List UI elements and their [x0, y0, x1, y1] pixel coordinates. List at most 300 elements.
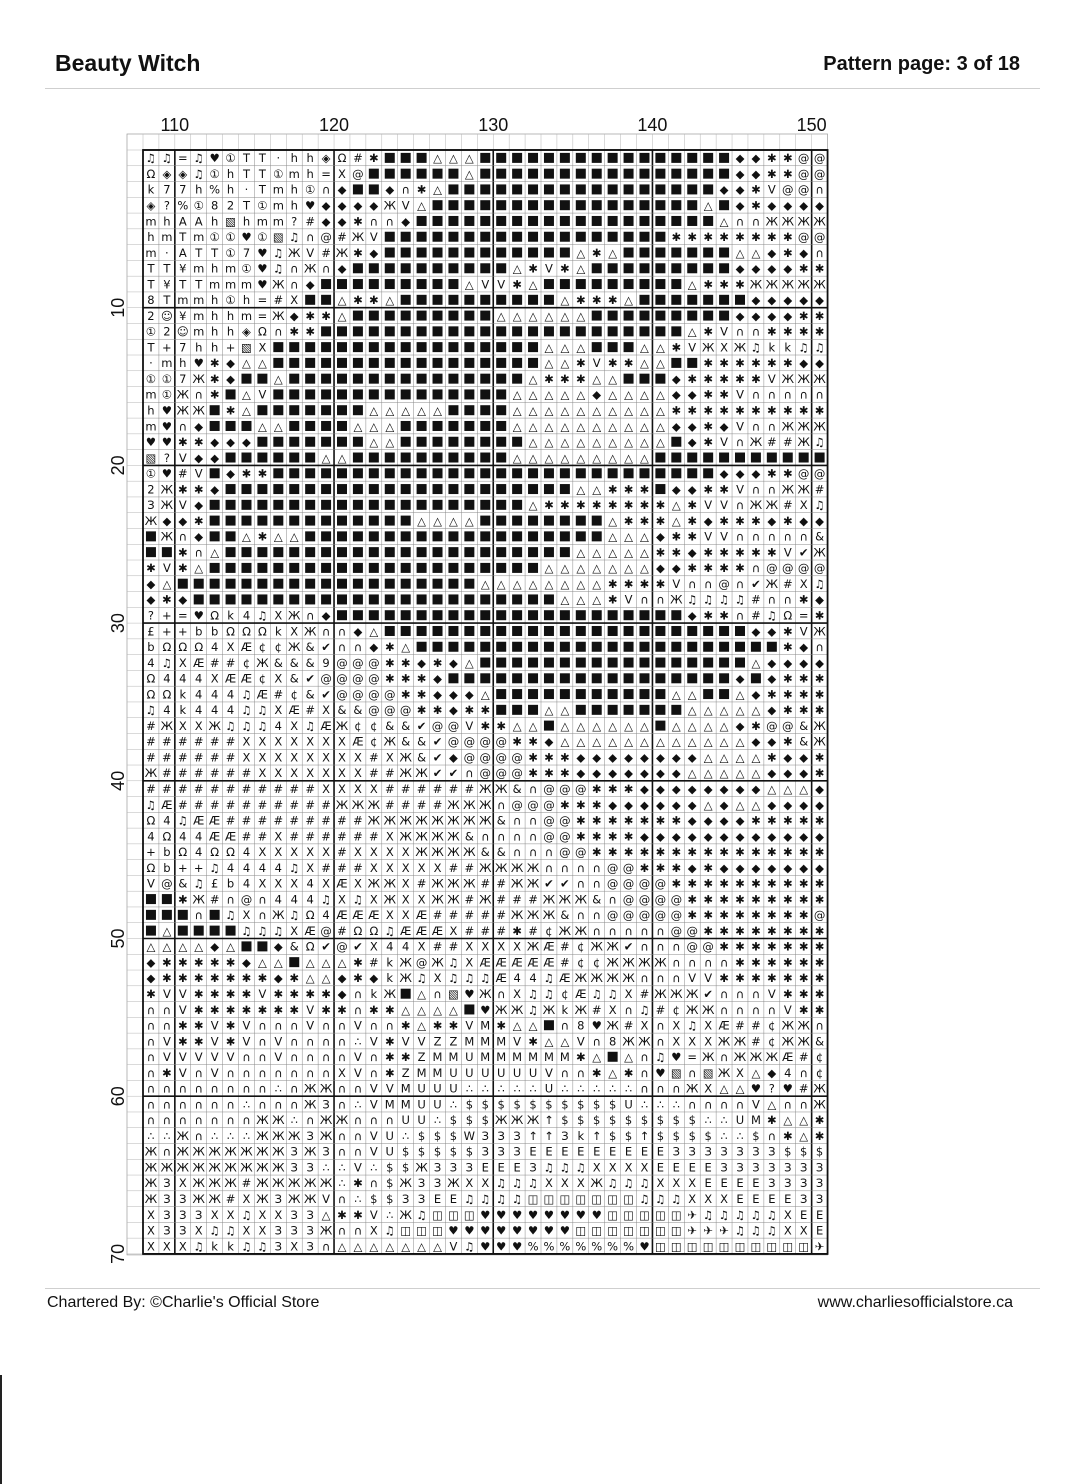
stitch-symbol [401, 579, 411, 589]
stitch-symbol: △ [703, 797, 713, 812]
stitch-symbol: ✱ [735, 939, 745, 954]
stitch-symbol: ∩ [656, 971, 665, 986]
stitch-symbol: ✱ [814, 955, 825, 970]
stitch-symbol [417, 389, 427, 399]
stitch-symbol [655, 673, 665, 683]
stitch-symbol: ✱ [735, 971, 745, 986]
stitch-symbol: ✱ [544, 750, 554, 765]
stitch-symbol: Z [449, 1034, 458, 1049]
stitch-symbol: X [290, 1239, 299, 1254]
stitch-symbol: ∩ [385, 1018, 394, 1033]
stitch-symbol: # [751, 608, 761, 623]
stitch-symbol: V [736, 387, 744, 402]
stitch-symbol [273, 547, 283, 557]
stitch-symbol: ◆ [735, 198, 745, 213]
stitch-symbol [608, 342, 618, 352]
stitch-symbol: # [305, 703, 315, 718]
stitch-symbol: △ [544, 308, 554, 323]
stitch-symbol [321, 421, 331, 431]
stitch-symbol [210, 421, 220, 431]
stitch-symbol: U [433, 1097, 442, 1112]
stitch-symbol: ✱ [798, 986, 809, 1001]
stitch-symbol: △ [767, 781, 777, 796]
stitch-symbol [512, 342, 522, 352]
stitch-symbol [703, 311, 713, 321]
stitch-symbol: З [274, 1192, 283, 1207]
stitch-symbol: X [306, 750, 315, 765]
stitch-symbol: Æ [495, 955, 507, 970]
stitch-symbol: Ж [431, 955, 444, 970]
stitch-symbol [528, 516, 538, 526]
stitch-symbol: E [545, 1144, 553, 1159]
stitch-symbol: △ [687, 734, 697, 749]
stitch-symbol [592, 610, 602, 620]
stitch-symbol: ✱ [814, 876, 825, 891]
stitch-symbol: 4 [402, 939, 410, 954]
stitch-symbol: ◆ [719, 182, 729, 197]
stitch-symbol: ① [225, 245, 236, 260]
stitch-symbol: ∩ [751, 1002, 761, 1017]
stitch-symbol: △ [210, 545, 220, 560]
stitch-symbol: Ω [194, 640, 204, 655]
stitch-symbol: △ [608, 513, 618, 528]
stitch-symbol: ✱ [162, 955, 172, 970]
stitch-symbol: ¢ [258, 671, 267, 686]
stitch-symbol: = [177, 608, 188, 623]
stitch-symbol: △ [592, 450, 602, 465]
stitch-symbol: ♫ [575, 1160, 586, 1175]
stitch-symbol: Æ [336, 908, 348, 923]
stitch-symbol: & [178, 876, 188, 891]
stitch-symbol [687, 658, 697, 668]
stitch-symbol: ¢ [577, 955, 585, 970]
stitch-symbol: ∩ [496, 829, 506, 844]
stitch-symbol: ✱ [575, 813, 586, 828]
stitch-symbol: ∩ [624, 1002, 633, 1017]
stitch-symbol: ✱ [607, 813, 618, 828]
stitch-symbol: ♫ [687, 592, 698, 607]
stitch-symbol: △ [624, 419, 633, 434]
stitch-symbol: ∩ [815, 387, 824, 402]
stitch-symbol: Ж [447, 813, 460, 828]
stitch-symbol: @ [622, 860, 635, 875]
stitch-symbol: Ж [144, 1176, 158, 1191]
stitch-symbol [639, 311, 649, 321]
stitch-symbol: ◆ [767, 293, 777, 308]
stitch-symbol: 2 [226, 198, 235, 213]
stitch-symbol: △ [640, 403, 649, 418]
footer-website[interactable]: www.charliesofficialstore.ca [817, 1294, 1013, 1311]
stitch-symbol: △ [640, 718, 649, 733]
stitch-symbol [385, 374, 395, 384]
stitch-symbol: ✱ [432, 655, 443, 670]
stitch-symbol [687, 248, 697, 258]
stitch-symbol: @ [431, 718, 444, 733]
stitch-symbol: △ [257, 955, 267, 970]
stitch-symbol: △ [576, 435, 586, 450]
stitch-symbol [226, 926, 236, 936]
stitch-symbol: ◆ [751, 166, 761, 181]
stitch-symbol [464, 216, 474, 226]
stitch-symbol [289, 957, 299, 967]
stitch-symbol: E [433, 1192, 442, 1207]
stitch-symbol: ✔ [623, 939, 634, 954]
stitch-symbol: T [163, 261, 171, 276]
stitch-symbol [639, 263, 649, 273]
stitch-symbol: $ [529, 1097, 537, 1112]
stitch-symbol: ♥ [480, 1223, 491, 1238]
stitch-symbol: Ж [303, 261, 317, 276]
stitch-symbol: # [321, 797, 331, 812]
stitch-symbol [624, 705, 634, 715]
stitch-symbol [671, 705, 681, 715]
stitch-symbol: ◫ [463, 1207, 475, 1222]
stitch-symbol: & [480, 845, 490, 860]
stitch-symbol: & [289, 671, 299, 686]
stitch-symbol: ◆ [671, 781, 681, 796]
stitch-symbol: Ж [542, 908, 556, 923]
stitch-symbol: △ [640, 387, 649, 402]
stitch-symbol: △ [162, 576, 172, 591]
stitch-symbol: # [337, 860, 347, 875]
stitch-symbol: A [178, 245, 187, 260]
stitch-symbol: ▧ [448, 986, 459, 1001]
stitch-symbol [639, 626, 649, 636]
stitch-symbol: З [465, 1160, 474, 1175]
stitch-symbol: ◆ [719, 829, 729, 844]
stitch-symbol: Ж [367, 876, 381, 891]
stitch-symbol: 2 [147, 308, 155, 323]
stitch-symbol: ✔ [305, 671, 315, 686]
stitch-symbol: △ [194, 939, 204, 954]
stitch-symbol: ◆ [735, 671, 745, 686]
stitch-symbol: ◫ [670, 1223, 682, 1238]
stitch-symbol: ✈ [814, 1239, 825, 1254]
stitch-symbol: Ж [351, 797, 365, 812]
stitch-symbol: + [162, 340, 172, 355]
stitch-symbol [448, 374, 458, 384]
stitch-symbol: Ж [447, 876, 460, 891]
stitch-symbol: △ [640, 340, 649, 355]
stitch-symbol [624, 468, 634, 478]
stitch-symbol: ◆ [751, 308, 761, 323]
stitch-symbol: △ [624, 529, 633, 544]
stitch-symbol: ✱ [671, 230, 682, 245]
stitch-symbol: $ [402, 1144, 410, 1159]
stitch-symbol [241, 374, 251, 384]
stitch-symbol: E [497, 1160, 505, 1175]
stitch-symbol: @ [463, 734, 476, 749]
stitch-symbol: ✱ [798, 671, 809, 686]
stitch-symbol: E [720, 1176, 728, 1191]
stitch-symbol: X [242, 750, 251, 765]
stitch-symbol: ◫ [654, 1207, 666, 1222]
stitch-symbol: ✱ [655, 860, 666, 875]
stitch-symbol: # [241, 1176, 252, 1191]
stitch-symbol [480, 326, 490, 336]
stitch-symbol: Ж [335, 718, 349, 733]
stitch-symbol [401, 563, 411, 573]
stitch-symbol: $ [449, 1113, 458, 1128]
stitch-symbol: # [241, 766, 252, 781]
stitch-symbol [480, 342, 490, 352]
stitch-symbol: Ж [399, 1176, 412, 1191]
stitch-symbol: @ [511, 797, 523, 812]
stitch-symbol: △ [512, 1018, 522, 1033]
stitch-symbol: ♫ [703, 1207, 714, 1222]
stitch-symbol: Ж [383, 734, 396, 749]
stitch-symbol [719, 169, 729, 179]
stitch-symbol: ◆ [608, 766, 618, 781]
stitch-symbol: ✱ [782, 356, 793, 371]
stitch-symbol: Ω [226, 845, 235, 860]
stitch-symbol: Ж [303, 624, 317, 639]
stitch-symbol: ◆ [783, 766, 793, 781]
stitch-symbol: k [274, 624, 282, 639]
stitch-symbol: ◫ [432, 1207, 443, 1222]
stitch-symbol: ✱ [719, 892, 729, 907]
stitch-symbol: △ [496, 576, 506, 591]
stitch-symbol: ♫ [750, 1207, 762, 1222]
stitch-symbol: ✱ [798, 261, 809, 276]
stitch-symbol: ◆ [671, 561, 681, 576]
stitch-symbol: ◆ [783, 797, 793, 812]
stitch-symbol [576, 169, 586, 179]
stitch-symbol: ∩ [703, 1097, 713, 1112]
stitch-symbol: Æ [415, 923, 428, 938]
stitch-symbol: ✱ [687, 529, 698, 544]
stitch-symbol: & [305, 687, 315, 702]
stitch-symbol: ✱ [591, 813, 602, 828]
stitch-symbol: ✱ [193, 1034, 204, 1049]
stitch-symbol: ∴ [402, 1128, 410, 1143]
stitch-symbol: # [225, 734, 236, 749]
stitch-symbol: U [496, 1065, 506, 1080]
stitch-symbol: ∩ [735, 498, 745, 513]
stitch-symbol: △ [417, 198, 427, 213]
stitch-symbol: @ [797, 151, 810, 166]
stitch-symbol: Æ [543, 955, 555, 970]
stitch-symbol: ∩ [544, 860, 554, 875]
stitch-symbol: △ [464, 151, 474, 166]
stitch-symbol: # [337, 829, 347, 844]
stitch-symbol [592, 531, 602, 541]
stitch-symbol [496, 437, 506, 447]
stitch-symbol [528, 689, 538, 699]
stitch-symbol: Ж [622, 1034, 635, 1049]
stitch-symbol: ♫ [543, 971, 555, 986]
stitch-symbol: V [322, 1192, 331, 1207]
column-label: 120 [319, 115, 350, 135]
stitch-symbol: ◆ [640, 829, 649, 844]
stitch-symbol: △ [369, 435, 379, 450]
stitch-symbol [369, 453, 379, 463]
stitch-symbol [401, 989, 411, 999]
stitch-symbol: ✱ [384, 640, 395, 655]
stitch-symbol: h [147, 230, 155, 245]
stitch-symbol [624, 184, 634, 194]
stitch-symbol: ♥ [543, 1223, 555, 1238]
stitch-symbol: Ω [353, 923, 363, 938]
stitch-symbol [321, 405, 331, 415]
stitch-symbol: ✱ [687, 845, 698, 860]
stitch-symbol [448, 342, 458, 352]
stitch-symbol: ✱ [639, 860, 650, 875]
stitch-symbol: T [179, 277, 187, 292]
stitch-symbol: E [481, 1160, 489, 1175]
stitch-symbol: @ [368, 655, 380, 670]
stitch-symbol: # [257, 813, 268, 828]
stitch-symbol [496, 531, 506, 541]
stitch-symbol [433, 311, 443, 321]
stitch-symbol: Æ [336, 876, 348, 891]
stitch-symbol: ✱ [591, 245, 602, 260]
stitch-symbol: ✱ [193, 482, 204, 497]
stitch-symbol: Æ [511, 955, 523, 970]
stitch-symbol: ∩ [640, 923, 649, 938]
stitch-symbol: ◆ [783, 198, 793, 213]
stitch-symbol [401, 468, 411, 478]
stitch-symbol [544, 658, 554, 668]
stitch-symbol: △ [242, 356, 251, 371]
stitch-symbol: 4 [147, 655, 155, 670]
stitch-symbol: △ [624, 734, 633, 749]
stitch-symbol: Ж [495, 860, 508, 875]
stitch-symbol: ∩ [353, 1002, 363, 1017]
stitch-symbol: ♫ [384, 1223, 395, 1238]
stitch-symbol: ① [145, 466, 157, 481]
stitch-symbol [146, 926, 156, 936]
stitch-symbol: V [178, 986, 187, 1001]
stitch-symbol: @ [797, 230, 810, 245]
stitch-symbol: Ж [781, 371, 794, 386]
stitch-symbol [433, 421, 443, 431]
stitch-symbol: ✱ [719, 923, 729, 938]
stitch-symbol: ◆ [767, 198, 777, 213]
stitch-symbol: = [687, 1050, 698, 1065]
stitch-symbol: △ [401, 640, 411, 655]
stitch-symbol: ✱ [591, 829, 602, 844]
stitch-symbol: Ω [146, 687, 156, 702]
stitch-symbol: ◆ [799, 860, 809, 875]
stitch-symbol: ◆ [178, 592, 188, 607]
stitch-symbol: ✱ [798, 324, 809, 339]
stitch-symbol: ◆ [194, 419, 204, 434]
stitch-symbol: ∩ [688, 1065, 697, 1080]
stitch-symbol [305, 531, 315, 541]
stitch-symbol [735, 642, 745, 652]
stitch-symbol: # [193, 734, 204, 749]
stitch-symbol: ◈ [162, 166, 172, 181]
stitch-symbol: $ [402, 1160, 410, 1175]
stitch-symbol [321, 279, 331, 289]
pattern-title: Beauty Witch [55, 50, 201, 76]
stitch-symbol: ∩ [258, 1097, 267, 1112]
stitch-symbol: 4 [306, 876, 314, 891]
stitch-symbol: 4 [210, 687, 219, 702]
stitch-symbol: V [369, 1081, 378, 1096]
stitch-symbol: @ [543, 829, 555, 844]
stitch-symbol: ✱ [719, 608, 729, 623]
stitch-symbol [624, 153, 634, 163]
stitch-symbol: ◆ [719, 419, 729, 434]
stitch-symbol: ☺ [160, 308, 173, 323]
stitch-symbol: ∴ [481, 1081, 489, 1096]
stitch-symbol: ✱ [703, 860, 713, 875]
stitch-symbol: # [273, 293, 284, 308]
stitch-symbol: △ [321, 450, 331, 465]
stitch-symbol: @ [797, 561, 810, 576]
stitch-symbol: △ [608, 561, 618, 576]
stitch-symbol: E [736, 1192, 744, 1207]
stitch-symbol: X [465, 939, 474, 954]
stitch-symbol: ◆ [703, 513, 713, 528]
stitch-symbol: ✱ [607, 592, 618, 607]
stitch-symbol [703, 263, 713, 273]
stitch-symbol: # [623, 1018, 634, 1033]
stitch-symbol [687, 626, 697, 636]
stitch-symbol: ∩ [146, 1002, 156, 1017]
stitch-symbol: ✱ [719, 482, 729, 497]
stitch-symbol: X [338, 734, 346, 749]
stitch-symbol: X [624, 986, 633, 1001]
stitch-symbol: ∩ [305, 608, 315, 623]
stitch-symbol [353, 547, 363, 557]
stitch-symbol: Æ [224, 671, 237, 686]
stitch-symbol: X [576, 1176, 585, 1191]
stitch-symbol: ∩ [305, 1113, 315, 1128]
stitch-symbol [608, 626, 618, 636]
stitch-symbol: ♥ [511, 1239, 523, 1254]
stitch-symbol [464, 673, 474, 683]
stitch-symbol: V [449, 1239, 458, 1254]
stitch-symbol: ◆ [767, 308, 777, 323]
stitch-symbol [305, 358, 315, 368]
stitch-symbol: @ [606, 908, 619, 923]
stitch-symbol: X [688, 1034, 697, 1049]
stitch-symbol: X [147, 1239, 155, 1254]
stitch-symbol: X [560, 1176, 569, 1191]
stitch-symbol: # [193, 750, 204, 765]
stitch-symbol [417, 295, 427, 305]
stitch-symbol [401, 342, 411, 352]
stitch-symbol: ◆ [815, 797, 825, 812]
stitch-symbol: T [242, 151, 250, 166]
stitch-symbol: ¢ [815, 1050, 824, 1065]
stitch-symbol: ① [225, 151, 236, 166]
stitch-symbol: 7 [163, 182, 171, 197]
stitch-symbol [448, 326, 458, 336]
stitch-symbol [639, 232, 649, 242]
stitch-symbol: E [561, 1144, 569, 1159]
stitch-symbol: U [449, 1081, 458, 1096]
stitch-symbol: ∩ [146, 1113, 156, 1128]
stitch-symbol: △ [512, 450, 522, 465]
stitch-symbol: ∴ [290, 1113, 298, 1128]
stitch-symbol [369, 326, 379, 336]
stitch-symbol: ∴ [656, 1097, 665, 1112]
stitch-symbol: @ [495, 766, 507, 781]
stitch-symbol: ✱ [241, 1002, 252, 1017]
stitch-symbol: ∴ [242, 1128, 251, 1143]
stitch-symbol: ♥ [464, 1223, 475, 1238]
stitch-symbol: ◆ [815, 860, 825, 875]
stitch-symbol [671, 358, 681, 368]
stitch-symbol: ∩ [258, 1050, 267, 1065]
stitch-symbol [401, 358, 411, 368]
stitch-symbol: Æ [209, 829, 221, 844]
stitch-symbol [369, 468, 379, 478]
